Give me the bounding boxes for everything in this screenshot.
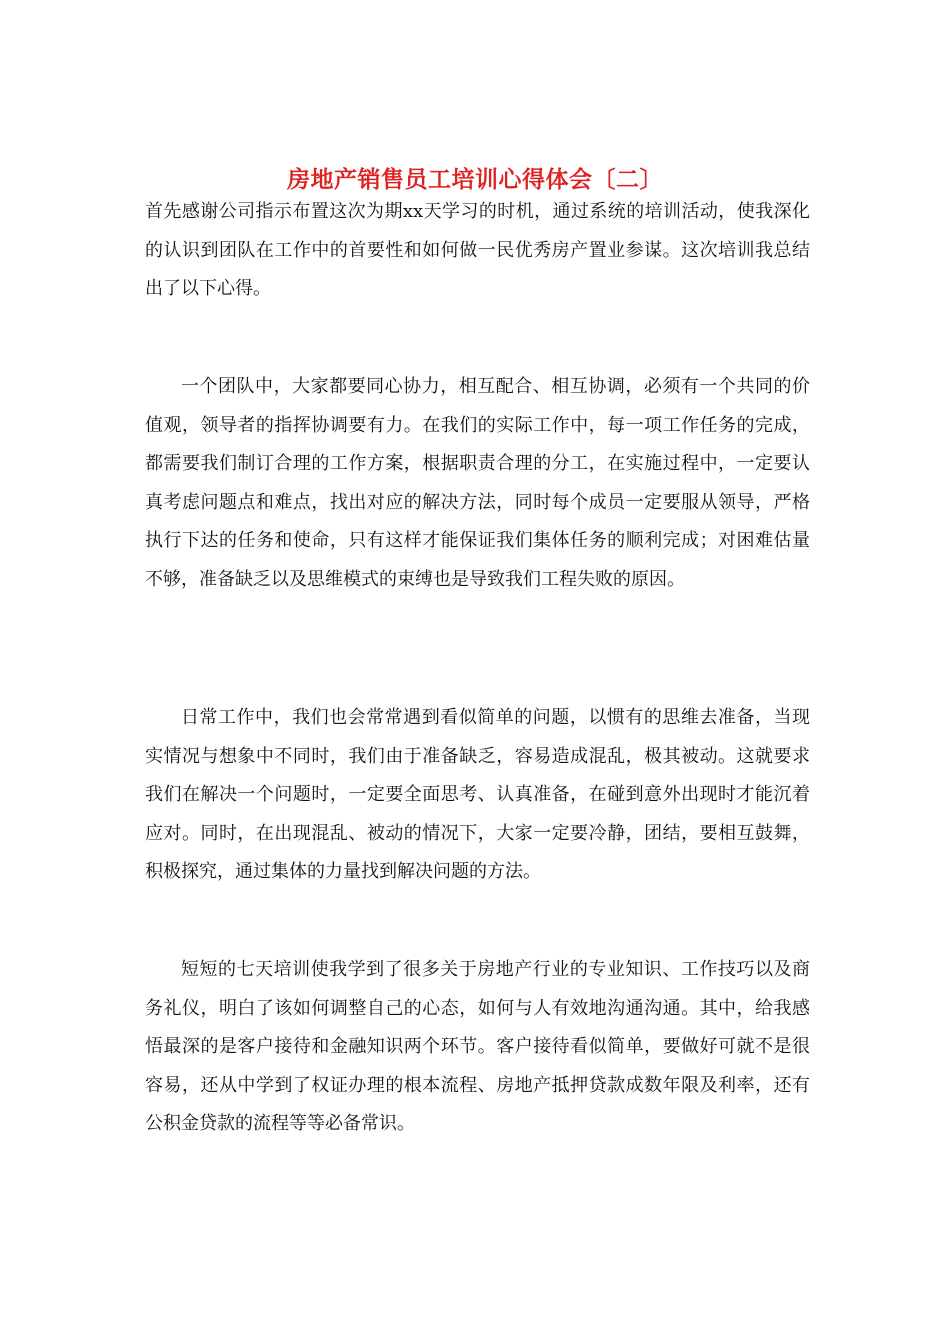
paragraph-training-summary: 短短的七天培训使我学到了很多关于房地产行业的专业知识、工作技巧以及商务礼仪，明白了该如何调整自己的心态，如何与人有效地沟通沟通。其中，给我感悟最深的是客户接待和金融知识两个环节。客户接待看似简单，要做好可就不是很容易，还从中学到了权证办理的根本流程、房地产抵押贷款成数年限及利率，还有公积金贷款的流程等等必备常识。 [145,959,810,1134]
document-title: 房地产销售员工培训心得体会〔二〕 [287,166,663,194]
paragraph-daily-work: 日常工作中，我们也会常常遇到看似简单的问题，以惯有的思维去准备，当现实情况与想象中不同时，我们由于准备缺乏，容易造成混乱，极其被动。这就要求我们在解决一个问题时，一定要全面思考、认真准备，在碰到意外出现时才能沉着应对。同时，在出现混乱、被动的情况下，大家一定要冷静，团结，要相互鼓舞，积极探究，通过集体的力量找到解决问题的方法。 [145,707,810,882]
paragraph-teamwork: 一个团队中，大家都要同心协力，相互配合、相互协调，必须有一个共同的价值观，领导者的指挥协调要有力。在我们的实际工作中，每一项工作任务的完成，都需要我们制订合理的工作方案，根据职责合理的分工，在实施过程中，一定要认真考虑问题点和难点，找出对应的解决方法，同时每个成员一定要服从领导，严格执行下达的任务和使命，只有这样才能保证我们集体任务的顺利完成；对困难估量不够，准备缺乏以及思维模式的束缚也是导致我们工程失败的原因。 [145,376,810,590]
paragraph-intro: 首先感谢公司指示布置这次为期xx天学习的时机，通过系统的培训活动，使我深化的认识到团队在工作中的首要性和如何做一民优秀房产置业参谋。这次培训我总结出了以下心得。 [145,201,810,299]
